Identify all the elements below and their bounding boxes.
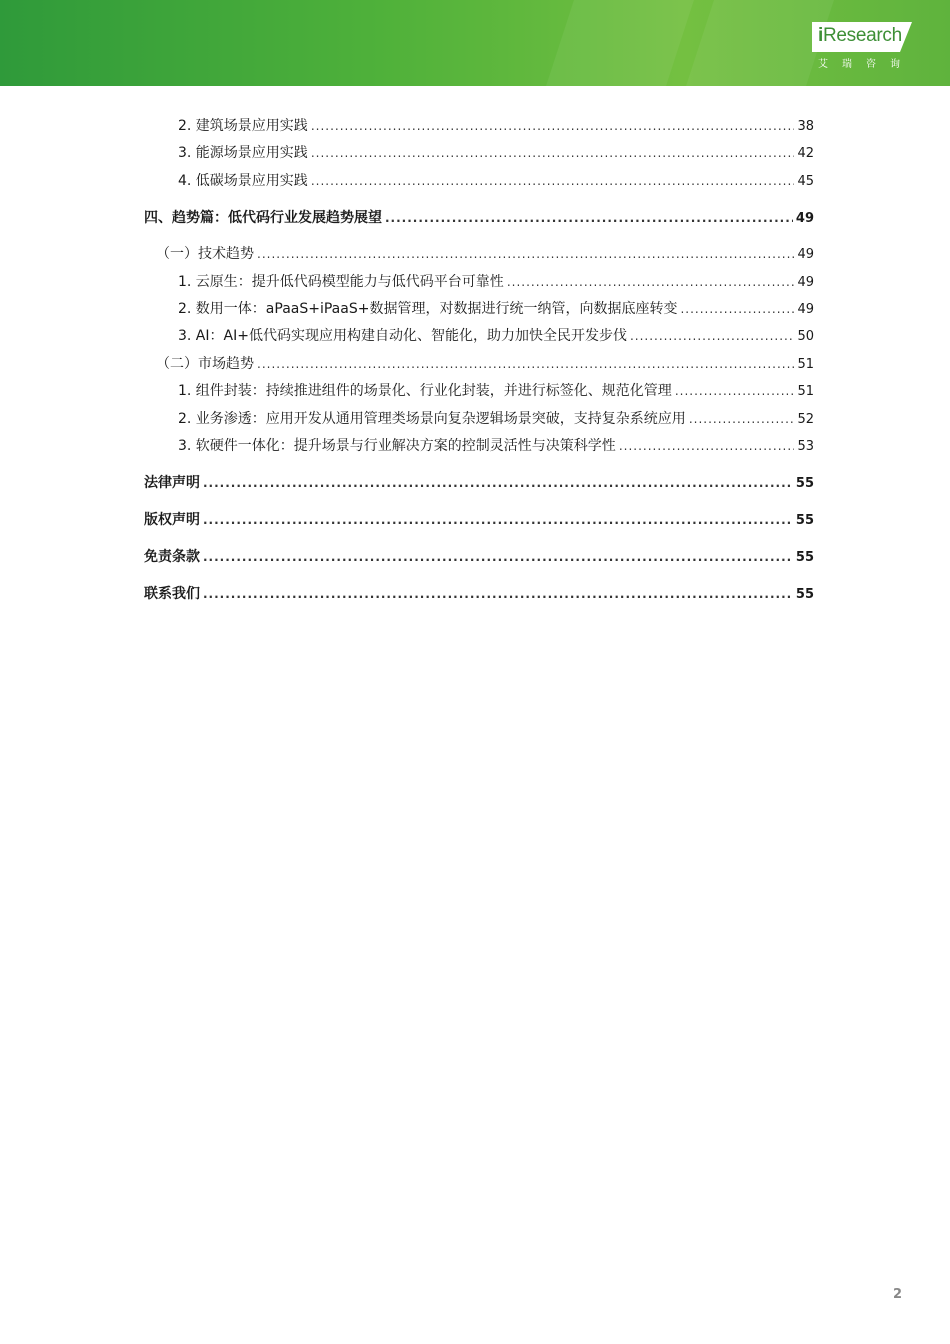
toc-entry[interactable] xyxy=(178,325,814,347)
toc-entry-page: 49 xyxy=(795,211,814,226)
toc-entry-title: 法律声明 xyxy=(144,475,200,491)
toc-entry-title: 2. 建筑场景应用实践 xyxy=(178,118,308,134)
toc-entry[interactable] xyxy=(178,271,814,293)
page-number: 2 xyxy=(893,1287,903,1302)
toc-entry-title: 1. 云原生：提升低代码模型能力与低代码平台可靠性 xyxy=(178,274,504,290)
toc-chapter[interactable] xyxy=(144,546,814,568)
logo-subtitle: 艾瑞咨询 xyxy=(818,59,914,70)
toc-entry-page: 45 xyxy=(797,174,814,189)
toc-entry-page: 52 xyxy=(797,412,814,427)
toc-entry-title: 3. 软硬件一体化：提升场景与行业解决方案的控制灵活性与决策科学性 xyxy=(178,438,616,454)
toc-entry-title: 联系我们 xyxy=(144,586,200,602)
toc-entry-title: 1. 组件封装：持续推进组件的场景化、行业化封装，并进行标签化、规范化管理 xyxy=(178,383,672,399)
toc-entry-page: 49 xyxy=(797,275,814,290)
toc-entry-title: 3. 能源场景应用实践 xyxy=(178,145,308,161)
toc-entry-page: 50 xyxy=(797,329,814,344)
toc-entry[interactable] xyxy=(178,408,814,430)
toc-entry-title: （一）技术趋势 xyxy=(156,246,254,262)
toc-entry-page: 55 xyxy=(795,513,814,528)
header-stripe xyxy=(546,0,694,86)
header-banner xyxy=(0,0,950,86)
toc-entry[interactable] xyxy=(178,142,814,164)
iresearch-logo[interactable] xyxy=(812,18,916,74)
toc-entry[interactable] xyxy=(178,298,814,320)
toc-entry[interactable] xyxy=(178,435,814,457)
toc-entry[interactable] xyxy=(178,380,814,402)
toc-chapter[interactable] xyxy=(144,509,814,531)
toc-entry-page: 51 xyxy=(797,357,814,372)
toc-entry-title: 免责条款 xyxy=(144,549,200,565)
toc-entry-page: 49 xyxy=(797,302,814,317)
logo-text: iResearch xyxy=(818,25,902,46)
toc-entry-page: 42 xyxy=(797,146,814,161)
toc-entry-page: 53 xyxy=(797,439,814,454)
toc-section[interactable] xyxy=(156,353,814,375)
toc-chapter[interactable] xyxy=(144,472,814,494)
toc-chapter[interactable] xyxy=(144,583,814,605)
toc-entry-title: 版权声明 xyxy=(144,512,200,528)
toc-entry-page: 38 xyxy=(797,119,814,134)
toc-entry-page: 49 xyxy=(797,247,814,262)
toc-entry[interactable] xyxy=(178,170,814,192)
toc-entry-title: （二）市场趋势 xyxy=(156,356,254,372)
toc-entry-page: 55 xyxy=(795,476,814,491)
toc-section[interactable] xyxy=(156,243,814,265)
toc-entry-page: 55 xyxy=(795,550,814,565)
toc-entry[interactable] xyxy=(178,115,814,137)
toc-entry-title: 4. 低碳场景应用实践 xyxy=(178,173,308,189)
toc-entry-page: 55 xyxy=(795,587,814,602)
toc-entry-title: 3. AI：AI+低代码实现应用构建自动化、智能化，助力加快全民开发步伐 xyxy=(178,328,627,344)
toc-entry-title: 2. 业务渗透：应用开发从通用管理类场景向复杂逻辑场景突破，支持复杂系统应用 xyxy=(178,411,686,427)
toc-entry-page: 51 xyxy=(797,384,814,399)
toc-entry-title: 2. 数用一体：aPaaS+iPaaS+数据管理，对数据进行统一纳管，向数据底座转变 xyxy=(178,301,678,317)
toc-entry-title: 四、趋势篇：低代码行业发展趋势展望 xyxy=(144,210,382,226)
toc-chapter[interactable] xyxy=(144,207,814,229)
